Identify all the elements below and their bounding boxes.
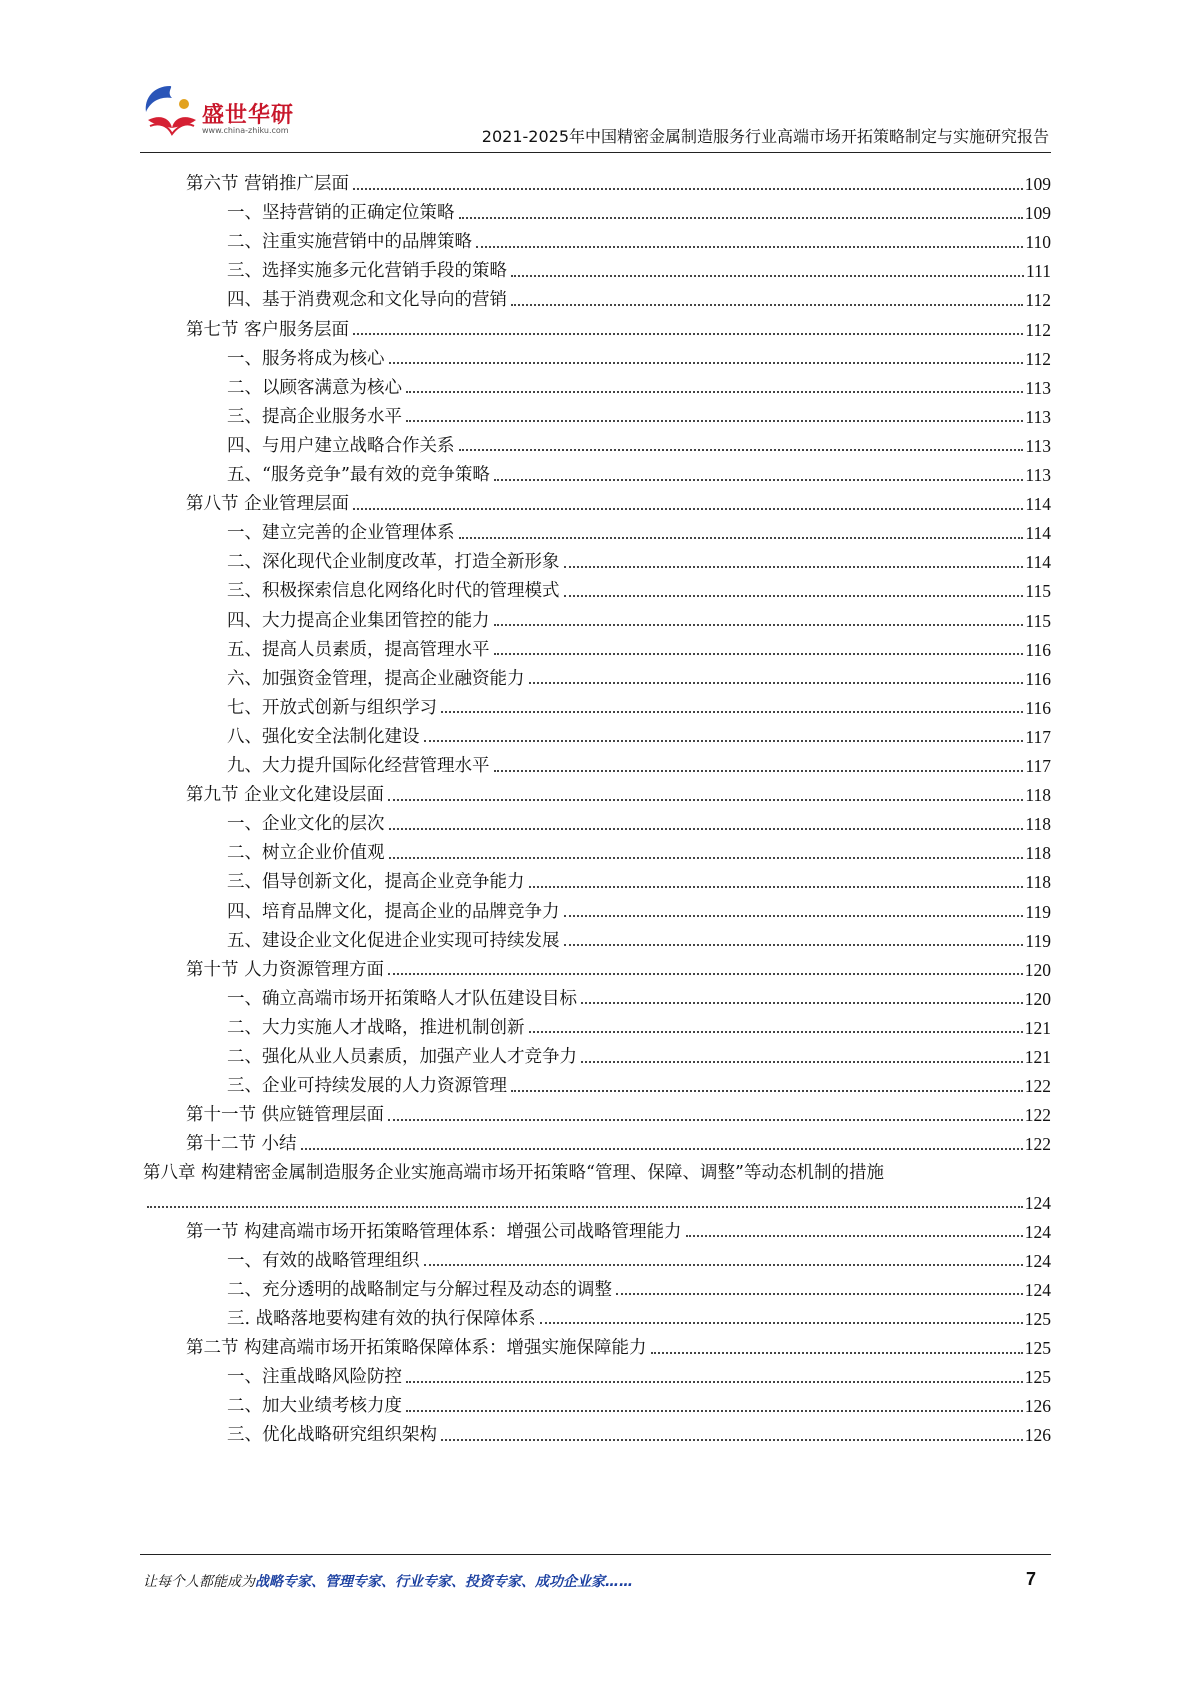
toc-page-number: 116: [1025, 668, 1051, 689]
toc-page-number: 116: [1025, 697, 1051, 718]
toc-entry-label: 三、企业可持续发展的人力资源管理: [227, 1076, 507, 1097]
toc-subsection-entry[interactable]: [227, 919, 1051, 951]
toc-entry-label: 二、注重实施营销中的品牌策略: [227, 232, 472, 253]
toc-page-number: 115: [1025, 610, 1051, 631]
toc-page-number: 113: [1025, 435, 1051, 456]
dot-leader: [511, 1090, 1023, 1092]
dot-leader: [540, 1322, 1023, 1324]
toc-page-number: 112: [1025, 348, 1051, 369]
toc-chapter-title[interactable]: 第八章 构建精密金属制造服务企业实施高端市场开拓策略“管理、保障、调整”等动态机制的措施: [143, 1163, 884, 1184]
toc-page-number: 125: [1024, 1308, 1051, 1329]
logo-url: www.china-zhiku.com: [202, 126, 289, 135]
toc-page-number: 124: [1024, 1192, 1051, 1213]
toc-page-number: 124: [1024, 1279, 1051, 1300]
dot-leader: [686, 1235, 1023, 1237]
toc-entry-label: 二、大力实施人才战略，推进机制创新: [227, 1017, 525, 1038]
toc-entry-label: 第七节 客户服务层面: [186, 319, 350, 340]
toc-entry-label: 第一节 构建高端市场开拓策略管理体系：增强公司战略管理能力: [186, 1221, 682, 1242]
dot-leader: [564, 944, 1024, 946]
toc-entry-label: 八、强化安全法制化建设: [227, 726, 420, 747]
toc-page-number: 117: [1025, 726, 1051, 747]
toc-page-number: 112: [1025, 290, 1051, 311]
toc-page-number: 111: [1026, 261, 1051, 282]
toc-section-entry[interactable]: [186, 773, 1051, 805]
toc-subsection-entry[interactable]: [227, 599, 1051, 631]
toc-subsection-entry[interactable]: [227, 453, 1051, 485]
toc-entry-label: 一、有效的战略管理组织: [227, 1250, 420, 1271]
dot-leader: [389, 857, 1024, 859]
dot-leader: [353, 188, 1023, 190]
toc-subsection-entry[interactable]: [227, 1006, 1051, 1038]
toc-section-entry[interactable]: [186, 1326, 1051, 1358]
page-number: 7: [1025, 1569, 1036, 1589]
toc-entry-label: 一、注重战略风险防控: [227, 1367, 402, 1388]
toc-entry-label: 第八节 企业管理层面: [186, 494, 350, 515]
header-divider: [140, 152, 1051, 153]
toc-subsection-entry[interactable]: [227, 1035, 1051, 1067]
dot-leader: [564, 915, 1024, 917]
toc-page-number: 120: [1024, 959, 1051, 980]
dot-leader: [388, 973, 1023, 975]
dot-leader: [651, 1352, 1023, 1354]
toc-page-number: 118: [1025, 785, 1051, 806]
toc-entry-label: 三、积极探索信息化网络化时代的管理模式: [227, 581, 560, 602]
toc-entry-label: 四、基于消费观念和文化导向的营销: [227, 290, 507, 311]
toc-page-number: 113: [1025, 406, 1051, 427]
dot-leader: [388, 799, 1023, 801]
toc-subsection-entry[interactable]: [227, 628, 1051, 660]
dot-leader: [406, 1381, 1023, 1383]
toc-subsection-entry[interactable]: [227, 715, 1051, 747]
dot-leader: [147, 1206, 1023, 1208]
dot-leader: [529, 1031, 1023, 1033]
toc-entry-label: 七、开放式创新与组织学习: [227, 697, 437, 718]
toc-subsection-entry[interactable]: [227, 249, 1051, 281]
dot-leader: [581, 1002, 1023, 1004]
toc-subsection-entry[interactable]: [227, 744, 1051, 776]
dot-leader: [389, 362, 1024, 364]
dot-leader: [406, 1410, 1023, 1412]
toc-entry-label: 一、企业文化的层次: [227, 814, 385, 835]
toc-page-number: 126: [1024, 1425, 1051, 1446]
toc-page-number: 120: [1024, 988, 1051, 1009]
page-header: [0, 0, 1191, 160]
toc-page-number: 117: [1025, 756, 1051, 776]
toc-entry-label: 五、提高人员素质，提高管理水平: [227, 639, 490, 660]
toc-subsection-entry[interactable]: [227, 1413, 1051, 1445]
toc-entry-label: 一、建立完善的企业管理体系: [227, 523, 455, 544]
toc-subsection-entry[interactable]: [227, 1384, 1051, 1416]
toc-section-entry[interactable]: [186, 482, 1051, 514]
dot-leader: [494, 770, 1024, 772]
toc-page-number: 122: [1024, 1105, 1051, 1126]
toc-page-number: 116: [1025, 639, 1051, 660]
dot-leader: [511, 304, 1023, 306]
toc-section-entry[interactable]: [186, 948, 1051, 980]
toc-subsection-entry[interactable]: [227, 890, 1051, 922]
dot-leader: [353, 508, 1023, 510]
dot-leader: [406, 420, 1023, 422]
toc-entry-label: 二、深化现代企业制度改革，打造全新形象: [227, 552, 560, 573]
toc-page-number: 114: [1025, 552, 1051, 573]
toc-page-number: 124: [1024, 1221, 1051, 1242]
dot-leader: [494, 653, 1024, 655]
toc-page-number: 113: [1025, 377, 1051, 398]
dot-leader: [424, 740, 1024, 742]
toc-entry-label: 第二节 构建高端市场开拓策略保障体系：增强实施保障能力: [186, 1338, 647, 1358]
toc-subsection-entry[interactable]: [227, 366, 1051, 398]
dot-leader: [511, 275, 1024, 277]
toc-subsection-entry[interactable]: [227, 540, 1051, 572]
toc-page-number: 118: [1025, 814, 1051, 835]
dot-leader: [441, 711, 1023, 713]
toc-page-number: 121: [1024, 1017, 1051, 1038]
toc-entry-label: 三、选择实施多元化营销手段的策略: [227, 261, 507, 282]
footer-slogan-prefix: 让每个人都能成为: [143, 1574, 255, 1590]
toc-entry-label: 五、建设企业文化促进企业实现可持续发展: [227, 930, 560, 951]
dot-leader: [616, 1293, 1023, 1295]
toc-page-number: 118: [1025, 843, 1051, 864]
dot-leader: [494, 479, 1023, 481]
toc-entry-label: 四、与用户建立战略合作关系: [227, 435, 455, 456]
dot-leader: [581, 1061, 1023, 1063]
toc-chapter-page-row[interactable]: [143, 1181, 1051, 1213]
toc-section-entry[interactable]: [186, 1093, 1051, 1125]
toc-entry-label: 四、大力提高企业集团管控的能力: [227, 610, 490, 631]
toc-subsection-entry[interactable]: [227, 511, 1051, 543]
toc-page-number: 115: [1025, 581, 1051, 602]
toc-page-number: 122: [1024, 1076, 1051, 1097]
dot-leader: [564, 566, 1024, 568]
toc-subsection-entry[interactable]: [227, 802, 1051, 834]
toc-page-number: 113: [1025, 465, 1051, 485]
toc-entry-label: 第十一节 供应链管理层面: [186, 1105, 385, 1126]
report-title: 2021-2025年中国精密金属制造服务行业高端市场开拓策略制定与实施研究报告: [481, 127, 1049, 146]
toc-page-number: 119: [1025, 901, 1051, 922]
toc-entry-label: 三、倡导创新文化，提高企业竞争能力: [227, 872, 525, 893]
dot-leader: [353, 333, 1023, 335]
toc-entry-label: 一、服务将成为核心: [227, 348, 385, 369]
toc-subsection-entry[interactable]: [227, 569, 1051, 601]
toc-entry-label: 四、培育品牌文化，提高企业的品牌竞争力: [227, 901, 560, 922]
toc-entry-label: 三、优化战略研究组织架构: [227, 1425, 437, 1446]
toc-entry-label: 三. 战略落地要构建有效的执行保障体系: [227, 1308, 536, 1329]
dot-leader: [529, 682, 1024, 684]
toc-entry-label: 九、大力提升国际化经营管理水平: [227, 756, 490, 776]
toc-entry-label: 三、提高企业服务水平: [227, 406, 402, 427]
dot-leader: [459, 217, 1023, 219]
toc-subsection-entry[interactable]: [227, 686, 1051, 718]
toc-entry-label: 五、“服务竞争”最有效的竞争策略: [227, 465, 490, 485]
dot-leader: [459, 449, 1024, 451]
toc-page-number: 119: [1025, 930, 1051, 951]
toc-entry-label: 第六节 营销推广层面: [186, 174, 350, 194]
toc-subsection-entry[interactable]: [227, 337, 1051, 369]
toc-page-number: 112: [1025, 319, 1051, 340]
toc-subsection-entry[interactable]: [227, 1064, 1051, 1096]
toc-subsection-entry[interactable]: [227, 657, 1051, 689]
dot-leader: [388, 1119, 1023, 1121]
footer-slogan-highlight: 战略专家、管理专家、行业专家、投资专家、成功企业家……: [255, 1574, 633, 1590]
toc-section-entry[interactable]: [186, 308, 1051, 340]
footer-slogan: [143, 1571, 633, 1591]
toc-section-entry[interactable]: [186, 1122, 1051, 1154]
toc-entry-label: 二、以顾客满意为核心: [227, 377, 402, 398]
toc-page-number: 125: [1024, 1367, 1051, 1388]
toc-entry-label: 第九节 企业文化建设层面: [186, 785, 385, 806]
toc-entry-label: 二、强化从业人员素质，加强产业人才竞争力: [227, 1047, 577, 1067]
dot-leader: [389, 828, 1024, 830]
toc-entry-label: 二、充分透明的战略制定与分解过程及动态的调整: [227, 1279, 612, 1300]
toc-subsection-entry[interactable]: [227, 1239, 1051, 1271]
toc-entry-label: 第十节 人力资源管理方面: [186, 959, 385, 980]
toc-subsection-entry[interactable]: [227, 424, 1051, 456]
toc-entry-label: 一、确立高端市场开拓策略人才队伍建设目标: [227, 988, 577, 1009]
toc-entry-label: 二、加大业绩考核力度: [227, 1396, 402, 1417]
toc-page-number: 109: [1024, 174, 1051, 194]
toc-page-number: 122: [1024, 1134, 1051, 1155]
toc-subsection-entry[interactable]: [227, 860, 1051, 892]
toc-entry-label: 二、树立企业价值观: [227, 843, 385, 864]
toc-section-entry[interactable]: [186, 162, 1051, 194]
toc-subsection-entry[interactable]: [227, 191, 1051, 223]
dot-leader: [564, 595, 1024, 597]
company-logo: [140, 80, 320, 150]
toc-section-entry[interactable]: [186, 1210, 1051, 1242]
toc-entry-label: 六、加强资金管理，提高企业融资能力: [227, 668, 525, 689]
dot-leader: [406, 391, 1023, 393]
toc-page-number: 114: [1025, 523, 1051, 544]
toc-page-number: 114: [1025, 494, 1051, 515]
dot-leader: [476, 246, 1023, 248]
toc-subsection-entry[interactable]: [227, 1355, 1051, 1387]
toc-subsection-entry[interactable]: [227, 395, 1051, 427]
dot-leader: [494, 624, 1024, 626]
dot-leader: [529, 886, 1024, 888]
toc-entry-label: 一、坚持营销的正确定位策略: [227, 203, 455, 224]
dot-leader: [441, 1439, 1023, 1441]
toc-subsection-entry[interactable]: [227, 1297, 1051, 1329]
dot-leader: [424, 1264, 1023, 1266]
toc-page-number: 126: [1024, 1396, 1051, 1417]
toc-page-number: 118: [1025, 872, 1051, 893]
toc-entry-label: 第十二节 小结: [186, 1134, 297, 1155]
dot-leader: [459, 537, 1024, 539]
toc-subsection-entry[interactable]: [227, 977, 1051, 1009]
toc-subsection-entry[interactable]: [227, 1268, 1051, 1300]
toc-page-number: 125: [1024, 1338, 1051, 1358]
toc-subsection-entry[interactable]: [227, 220, 1051, 252]
toc-subsection-entry[interactable]: [227, 278, 1051, 310]
toc-page-number: 110: [1025, 232, 1051, 253]
footer-divider: [140, 1554, 1051, 1555]
toc-page-number: 109: [1024, 203, 1051, 224]
toc-page-number: 121: [1024, 1047, 1051, 1067]
toc-subsection-entry[interactable]: [227, 831, 1051, 863]
toc-page-number: 124: [1024, 1250, 1051, 1271]
logo-emblem-icon: [140, 80, 202, 142]
dot-leader: [301, 1148, 1023, 1150]
logo-text: 盛世华研: [202, 103, 295, 128]
